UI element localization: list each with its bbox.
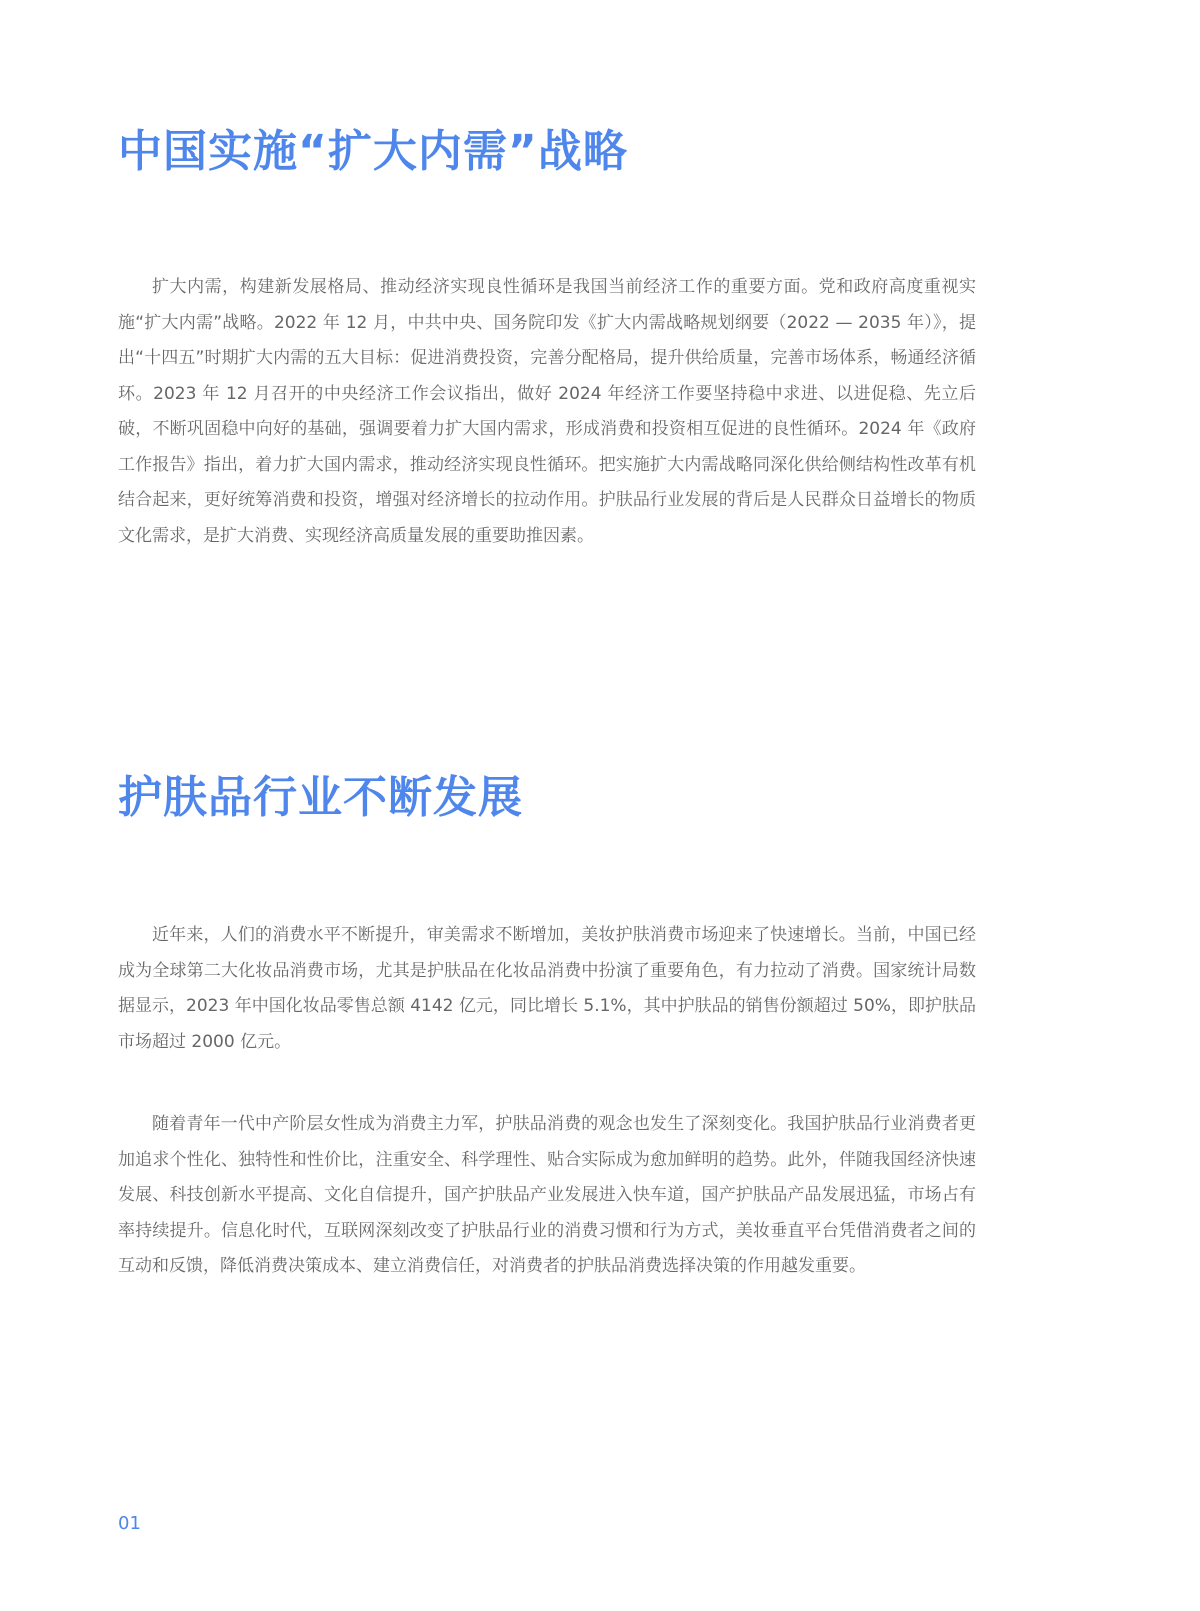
paragraph-expand-domestic-demand: 扩大内需，构建新发展格局、推动经济实现良性循环是我国当前经济工作的重要方面。党和政府高度重视实施“扩大内需”战略。2022 年 12 月，中共中央、国务院印发《扩大内需战略规划纲要（2022 — 2035 年）》，提出“十四五”时期扩大内需的五大目标：促进消费投资，完善分配格局，提升供给质量，完善市场体系，畅通经济循环。2023 年 12 月召开的中央经济工作会议指出，做好 2024 年经济工作要坚持稳中求进、以进促稳、先立后破，不断巩固稳中向好的基础，强调要着力扩大国内需求，形成消费和投资相互促进的良性循环。2024 年《政府工作报告》指出，着力扩大国内需求，推动经济实现良性循环。把实施扩大内需战略同深化供给侧结构性改革有机结合起来，更好统筹消费和投资，增强对经济增长的拉动作用。护肤品行业发展的背后是人民群众日益增长的物质文化需求，是扩大消费、实现经济高质量发展的重要助推因素。 bbox=[118, 277, 976, 546]
paragraph-skincare-market-growth: 近年来，人们的消费水平不断提升，审美需求不断增加，美妆护肤消费市场迎来了快速增长。当前，中国已经成为全球第二大化妆品消费市场，尤其是护肤品在化妆品消费中扮演了重要角色，有力拉动了消费。国家统计局数据显示，2023 年中国化妆品零售总额 4142 亿元，同比增长 5.1%，其中护肤品的销售份额超过 50%，即护肤品市场超过 2000 亿元。 bbox=[118, 925, 976, 1052]
paragraph-skincare-consumer-trends: 随着青年一代中产阶层女性成为消费主力军，护肤品消费的观念也发生了深刻变化。我国护肤品行业消费者更加追求个性化、独特性和性价比，注重安全、科学理性、贴合实际成为愈加鲜明的趋势。此外，伴随我国经济快速发展、科技创新水平提高、文化自信提升，国产护肤品产业发展进入快车道，国产护肤品产品发展迅猛，市场占有率持续提升。信息化时代，互联网深刻改变了护肤品行业的消费习惯和行为方式，美妆垂直平台凭借消费者之间的互动和反馈，降低消费决策成本、建立消费信任，对消费者的护肤品消费选择决策的作用越发重要。 bbox=[118, 1114, 976, 1276]
section-title-skincare-industry: 护肤品行业不断发展 bbox=[118, 772, 523, 823]
section-title-expand-domestic-demand: 中国实施“扩大内需”战略 bbox=[118, 126, 628, 177]
page-number: 01 bbox=[118, 1513, 141, 1534]
